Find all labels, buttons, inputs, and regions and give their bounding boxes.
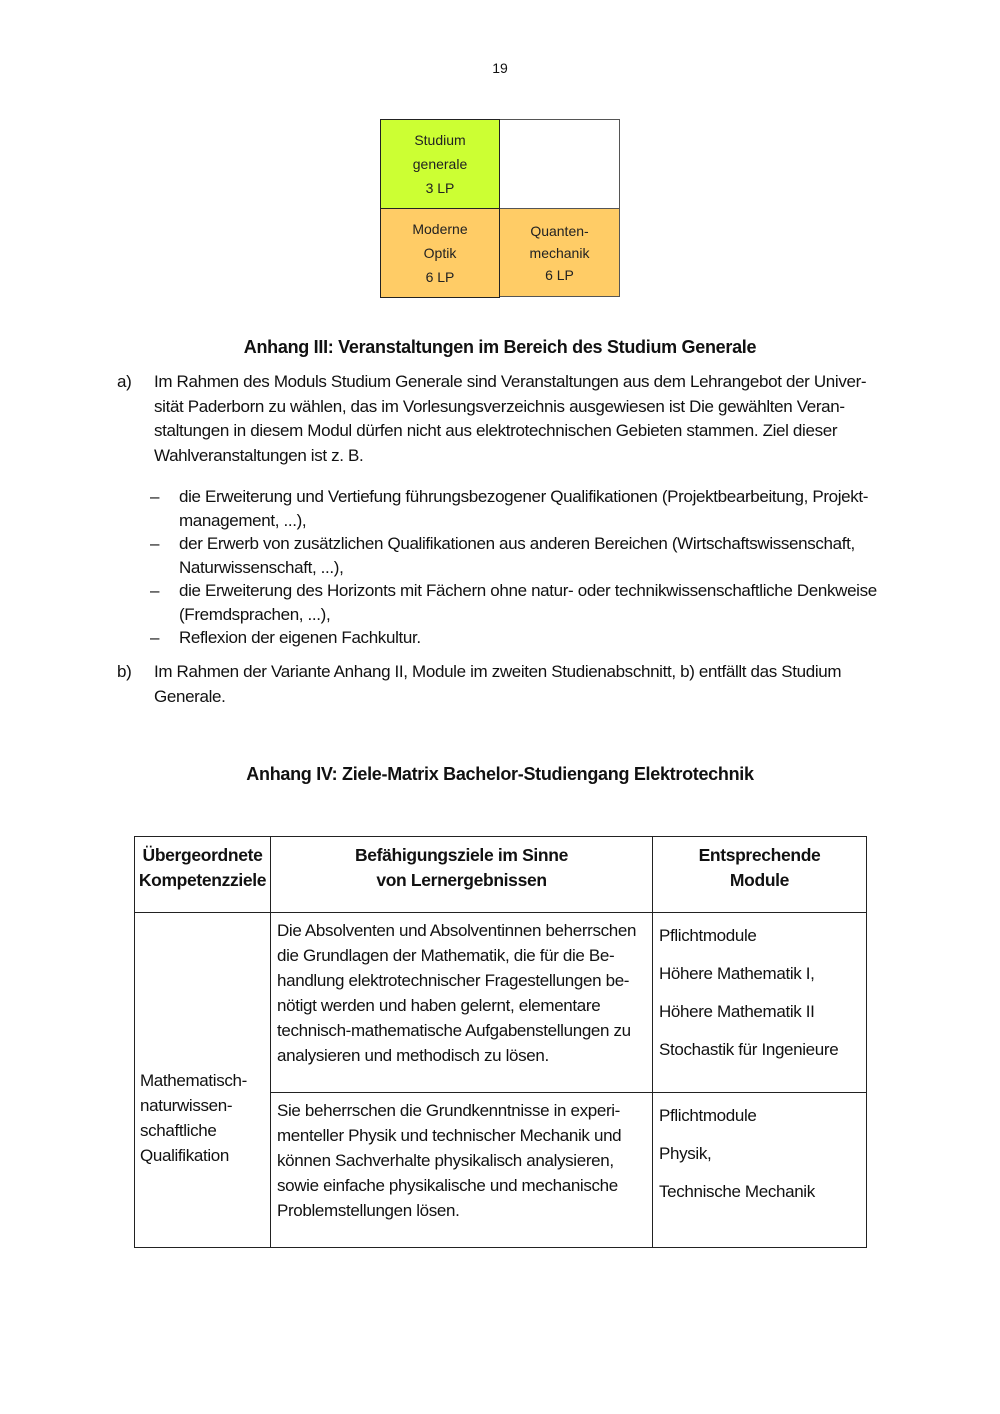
list-item bbox=[150, 579, 885, 626]
header-line: Kompetenzziele bbox=[138, 870, 267, 890]
module-line: mechanik bbox=[529, 244, 590, 261]
paragraph-label: a) bbox=[117, 372, 132, 391]
module-name: Höhere Mathematik II bbox=[659, 1002, 815, 1021]
table-header-row bbox=[135, 837, 867, 913]
module-name: Stochastik für Ingenieure bbox=[659, 1040, 839, 1059]
module-name: Pflichtmodule bbox=[659, 1106, 757, 1125]
competence-cell bbox=[135, 913, 271, 1248]
dash-bullet-icon: – bbox=[150, 487, 160, 506]
module-line: generale bbox=[412, 156, 468, 172]
paragraph-b bbox=[117, 660, 887, 709]
paragraph-text: Im Rahmen des Moduls Studium Generale sind Veranstaltungen aus dem Lehrangebot der Univer-sität Paderborn zu wählen, das im Vorlesungsverzeichnis ausgewiesen ist Die gewählten Veran-staltungen in diesem Modul dürfen nicht aus elektrotechnischen Gebieten stammen. Ziel dieser Wahlveranstaltungen ist z. B. bbox=[154, 372, 867, 465]
anhang-4-heading: Anhang IV: Ziele-Matrix Bachelor-Studiengang Elektrotechnik bbox=[246, 764, 754, 784]
paragraph-label: b) bbox=[117, 662, 132, 681]
module-studium-generale bbox=[380, 119, 500, 209]
list-item bbox=[150, 532, 885, 579]
module-line: Moderne bbox=[412, 221, 468, 237]
dash-bullet-icon: – bbox=[150, 628, 160, 647]
goals-matrix-table bbox=[134, 836, 867, 1248]
goals-list bbox=[150, 485, 885, 650]
competence-line: Mathematisch- bbox=[140, 1071, 247, 1090]
dash-bullet-icon: – bbox=[150, 581, 160, 600]
header-learning-outcomes bbox=[271, 837, 653, 913]
table-row bbox=[135, 913, 867, 1093]
module-line: 6 LP bbox=[545, 266, 574, 283]
list-item-text: Reflexion der eigenen Fachkultur. bbox=[179, 628, 421, 647]
list-item-text: die Erweiterung und Vertiefung führungsbezogener Qualifikationen (Projektbearbeitung, Projekt-management, ...), bbox=[179, 487, 869, 530]
competence-line: Qualifikation bbox=[140, 1146, 229, 1165]
page-number: 19 bbox=[492, 60, 508, 76]
modules-cell bbox=[653, 913, 867, 1093]
anhang-3-heading: Anhang III: Veranstaltungen im Bereich des Studium Generale bbox=[243, 337, 757, 357]
list-item bbox=[150, 485, 885, 532]
module-grid bbox=[380, 119, 620, 298]
module-name: Physik, bbox=[659, 1144, 712, 1163]
goal-cell: Die Absolventen und Absolventinnen beherrschen die Grundlagen der Mathematik, die für die Be-handlung elektrotechnischer Fragestellungen be-nötigt werden und haben gelernt, elementare technisch-mathematische Aufgabenstellungen zu analysieren und methodisch zu lösen. bbox=[271, 913, 653, 1093]
module-quantenmechanik bbox=[500, 208, 620, 297]
header-modules bbox=[653, 837, 867, 913]
header-line: Befähigungsziele im Sinne bbox=[355, 845, 568, 865]
paragraph-a bbox=[117, 370, 887, 468]
header-line: Module bbox=[729, 870, 790, 890]
module-line: Quanten- bbox=[530, 222, 589, 239]
list-item bbox=[150, 626, 885, 650]
module-name: Pflichtmodule bbox=[659, 926, 757, 945]
module-moderne-optik bbox=[380, 208, 500, 298]
list-item-text: die Erweiterung des Horizonts mit Fächern ohne natur- oder technikwissenschaftliche Denkweise (Fremdsprachen, ...), bbox=[179, 581, 877, 624]
module-line: Optik bbox=[423, 245, 457, 261]
module-line: 3 LP bbox=[425, 180, 455, 196]
paragraph-text: Im Rahmen der Variante Anhang II, Module im zweiten Studienabschnitt, b) entfällt das Studium Generale. bbox=[154, 662, 842, 706]
modules-cell bbox=[653, 1093, 867, 1248]
header-line: von Lernergebnissen bbox=[376, 870, 547, 890]
module-line: 6 LP bbox=[425, 269, 455, 285]
module-empty-cell bbox=[500, 119, 620, 209]
header-competence-goals bbox=[135, 837, 271, 913]
module-name: Technische Mechanik bbox=[659, 1182, 815, 1201]
header-line: Entsprechende bbox=[698, 845, 821, 865]
module-name: Höhere Mathematik I, bbox=[659, 964, 815, 983]
list-item-text: der Erwerb von zusätzlichen Qualifikationen aus anderen Bereichen (Wirtschaftswissenschaft, Naturwissenschaft, ...), bbox=[179, 534, 855, 577]
module-line: Studium bbox=[414, 132, 466, 148]
competence-line: naturwissen- bbox=[140, 1096, 233, 1115]
header-line: Übergeordnete bbox=[142, 845, 263, 865]
competence-line: schaftliche bbox=[140, 1121, 217, 1140]
dash-bullet-icon: – bbox=[150, 534, 160, 553]
goal-cell: Sie beherrschen die Grundkenntnisse in experi-menteller Physik und technischer Mechanik und können Sachverhalte physikalisch analysieren, sowie einfache physikalische und mechanische Problemstellungen lösen. bbox=[271, 1093, 653, 1248]
